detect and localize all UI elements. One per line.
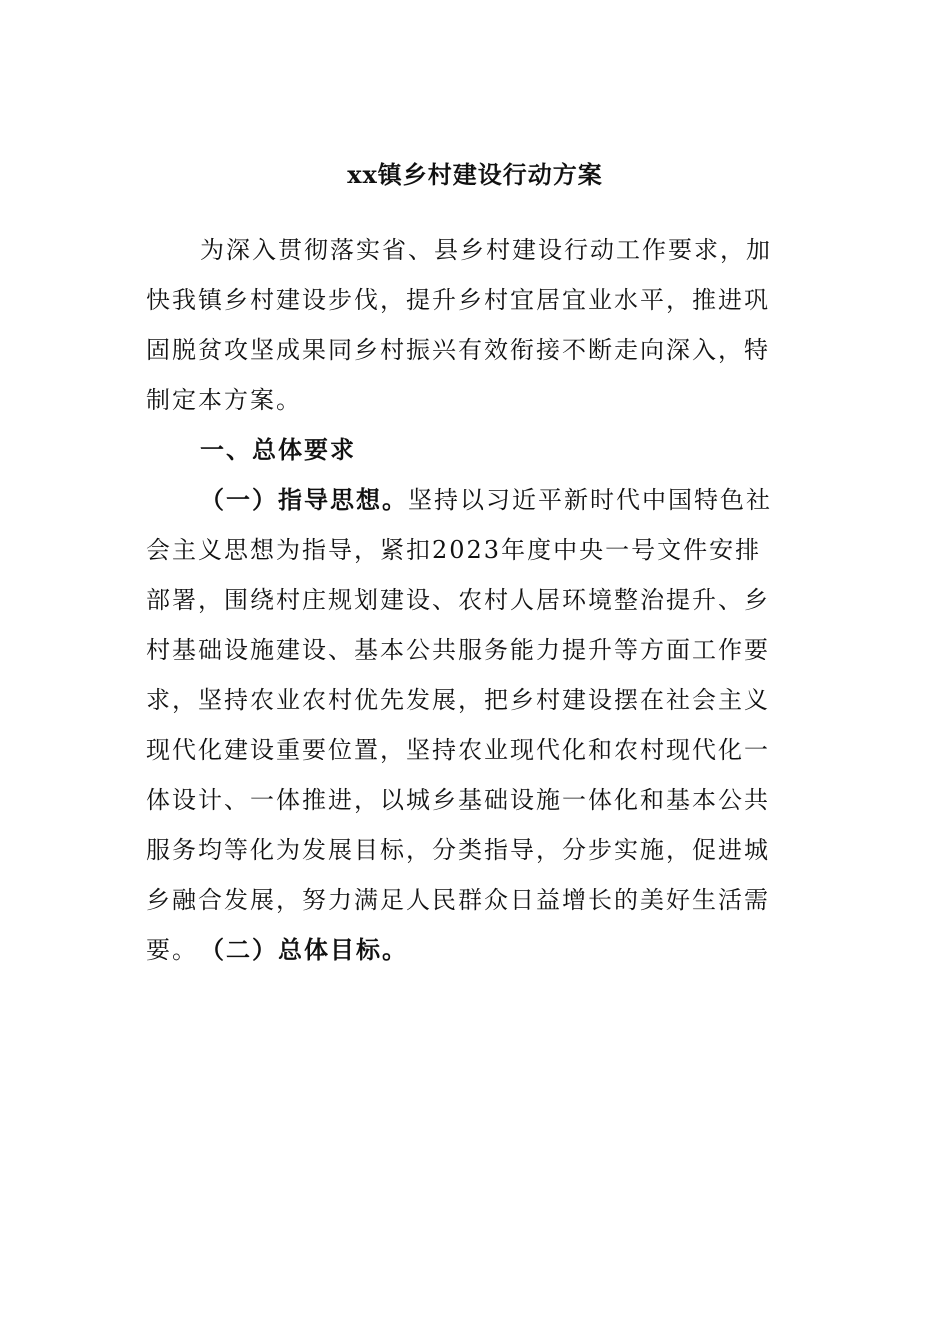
guiding-ideology-paragraph	[146, 475, 786, 975]
intro-paragraph: 为深入贯彻落实省、县乡村建设行动工作要求，加快我镇乡村建设步伐，提升乡村宜居宜业水平，推进巩固脱贫攻坚成果同乡村振兴有效衔接不断走向深入，特制定本方案。	[146, 236, 772, 414]
document-title: xx镇乡村建设行动方案	[347, 160, 603, 189]
section-heading-overall-requirements: 一、总体要求	[200, 435, 356, 464]
guiding-ideology-heading: （一）指导思想。	[200, 485, 408, 514]
guiding-ideology-body: 坚持以习近平新时代中国特色社会主义思想为指导，紧扣2023年度中央一号文件安排部署，围绕村庄规划建设、农村人居环境整治提升、乡村基础设施建设、基本公共服务能力提升等方面工作要求，坚持农业农村优先发展，把乡村建设摆在社会主义现代化建设重要位置，坚持农业现代化和农村现代化一体设计、一体推进，以城乡基础设施一体化和基本公共服务均等化为发展目标，分类指导，分步实施，促进城乡融合发展，努力满足人民群众日益增长的美好生活需要。	[146, 486, 772, 964]
subsection-heading-overall-goals: （二）总体目标。	[200, 935, 408, 964]
